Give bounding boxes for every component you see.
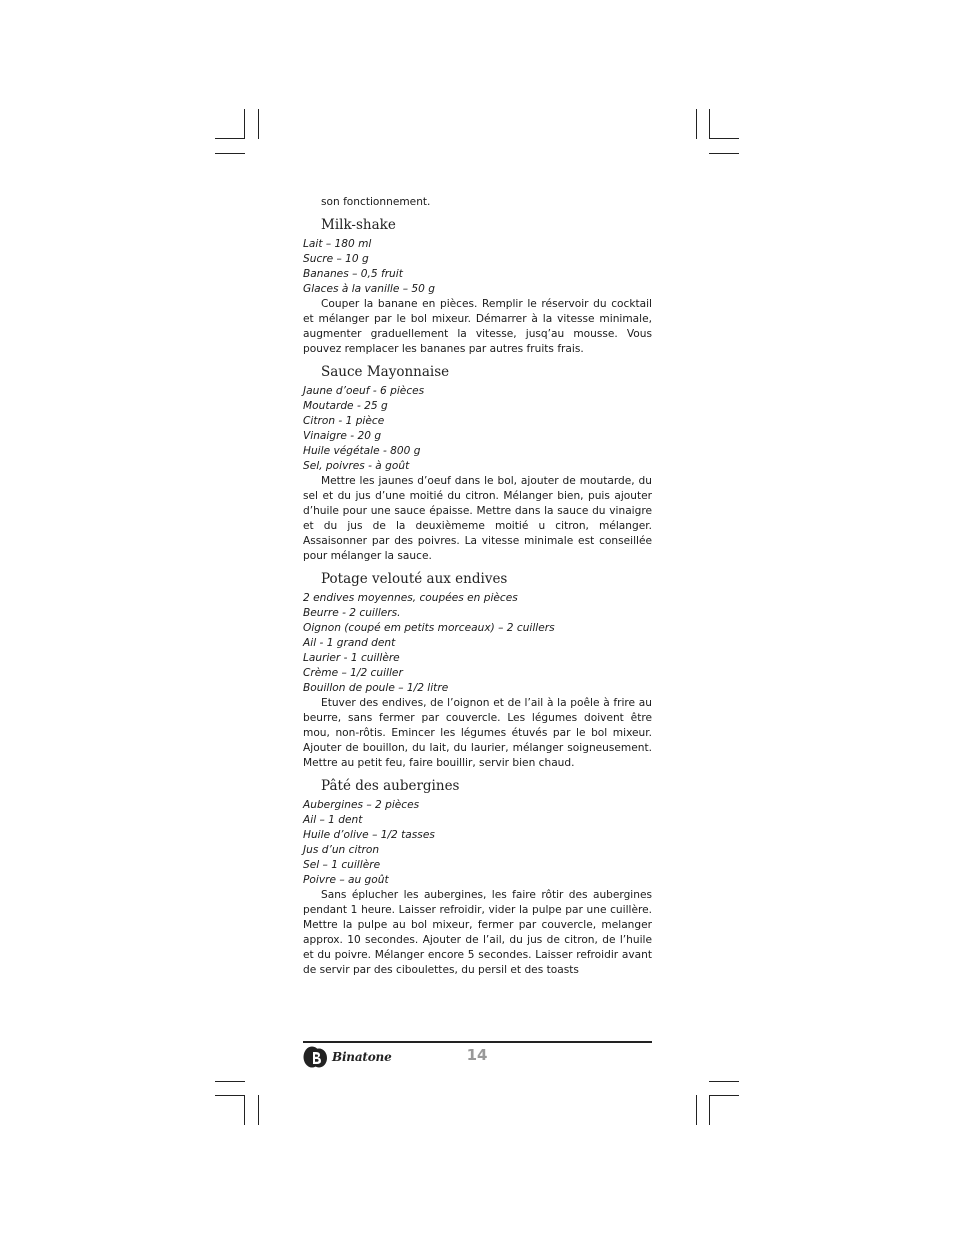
- footer-rule: [303, 1041, 652, 1043]
- recipe-instructions: Sans éplucher les aubergines, les faire rôtir des aubergines pendant 1 heure. Laisser refroidir, vider la pulpe par une cuillère. Mettre la pulpe au bol mixeur, fermer par couvercle, melanger approx. 10 secondes. Ajouter de l’ail, du jus de citron, de l’huile et du poivre. Mélanger encore 5 secondes. Laisser refroidir avant de servir par des ciboulettes, du persil et des toasts: [303, 889, 652, 976]
- intro-text: son fonctionnement.: [321, 196, 431, 208]
- recipe-instructions: Couper la banane en pièces. Remplir le réservoir du cocktail et mélanger par le bol mixeur. Démarrer à la vitesse minimale, augmenter graduellement la vitesse, jusq’au mousse. Vous pouvez remplacer les bananes par autres fruits frais.: [303, 298, 652, 355]
- ingredient-item: Sel, poivres - à goût: [303, 460, 410, 472]
- page-number: 14: [466, 1046, 488, 1064]
- ingredient-item: Ail - 1 grand dent: [303, 637, 396, 649]
- ingredient-item: Jaune d’oeuf - 6 pièces: [303, 385, 425, 397]
- crop-mark: [258, 1095, 259, 1125]
- recipe-title: Pâté des aubergines: [321, 778, 460, 794]
- recipe-instructions: Mettre les jaunes d’oeuf dans le bol, ajouter de moutarde, du sel et du jus d’une moitié du citron. Mélanger bien, puis ajouter d’huile pour une sauce épaisse. Mettre dans la sauce du vinaigre et du jus de la deuxièmeme moitié u citron, mélanger. Assaisonner par des poivres. La vitesse minimale est conseillée pour mélanger la sauce.: [303, 475, 652, 562]
- ingredient-list: [303, 237, 652, 297]
- ingredient-item: Sucre – 10 g: [303, 253, 369, 265]
- ingredient-list: [303, 591, 652, 696]
- recipe-title: Sauce Mayonnaise: [321, 364, 450, 380]
- ingredient-item: Bananes – 0,5 fruit: [303, 268, 403, 280]
- brand-name: Binatone: [332, 1050, 392, 1064]
- ingredient-item: Crème – 1/2 cuiller: [303, 667, 403, 679]
- crop-mark: [215, 1081, 245, 1082]
- ingredient-item: Jus d’un citron: [303, 844, 380, 856]
- ingredient-item: Laurier - 1 cuillère: [303, 652, 400, 664]
- crop-mark: [709, 1095, 739, 1096]
- ingredient-list: [303, 798, 652, 888]
- crop-mark: [709, 1095, 710, 1125]
- ingredient-item: Moutarde - 25 g: [303, 400, 388, 412]
- recipe-title: Milk-shake: [321, 217, 396, 233]
- crop-mark: [696, 109, 697, 139]
- ingredient-item: Sel – 1 cuillère: [303, 859, 381, 871]
- crop-mark: [709, 109, 710, 139]
- crop-mark: [215, 138, 245, 139]
- crop-mark: [709, 153, 739, 154]
- crop-mark: [215, 1095, 245, 1096]
- ingredient-item: Aubergines – 2 pièces: [303, 799, 420, 811]
- ingredient-item: Ail – 1 dent: [303, 814, 363, 826]
- ingredient-item: Huile végétale - 800 g: [303, 445, 421, 457]
- crop-mark: [244, 109, 245, 139]
- crop-mark: [696, 1095, 697, 1125]
- ingredient-list: [303, 384, 652, 474]
- recipe-mayonnaise: [303, 363, 652, 564]
- ingredient-item: Beurre - 2 cuillers.: [303, 607, 401, 619]
- recipe-milkshake: [303, 216, 652, 357]
- ingredient-item: Citron - 1 pièce: [303, 415, 385, 427]
- ingredient-item: Vinaigre - 20 g: [303, 430, 382, 442]
- ingredient-item: Lait – 180 ml: [303, 238, 372, 250]
- recipe-eggplant-pate: [303, 777, 652, 978]
- ingredient-item: Oignon (coupé em petits morceaux) – 2 cuillers: [303, 622, 555, 634]
- ingredient-item: Bouillon de poule – 1/2 litre: [303, 682, 449, 694]
- ingredient-item: Glaces à la vanille – 50 g: [303, 283, 435, 295]
- ingredient-item: Poivre – au goût: [303, 874, 389, 886]
- page-content: [303, 195, 652, 978]
- recipe-endive-soup: [303, 570, 652, 771]
- crop-mark: [244, 1095, 245, 1125]
- recipe-title: Potage velouté aux endives: [321, 571, 508, 587]
- binatone-logo-icon: [303, 1046, 329, 1068]
- ingredient-item: Huile d’olive – 1/2 tasses: [303, 829, 435, 841]
- brand-logo: [303, 1046, 392, 1068]
- crop-mark: [258, 109, 259, 139]
- recipe-instructions: Etuver des endives, de l’oignon et de l’ail à la poêle à frire au beurre, sans fermer par couvercle. Les légumes doivent être mou, non-rôtis. Emincer les légumes étuvés par le bol mixeur. Ajouter de bouillon, du lait, du laurier, mélanger soigneusement. Mettre au petit feu, faire bouillir, servir bien chaud.: [303, 697, 652, 769]
- crop-mark: [709, 1081, 739, 1082]
- ingredient-item: 2 endives moyennes, coupées en pièces: [303, 592, 518, 604]
- crop-mark: [215, 153, 245, 154]
- crop-mark: [709, 138, 739, 139]
